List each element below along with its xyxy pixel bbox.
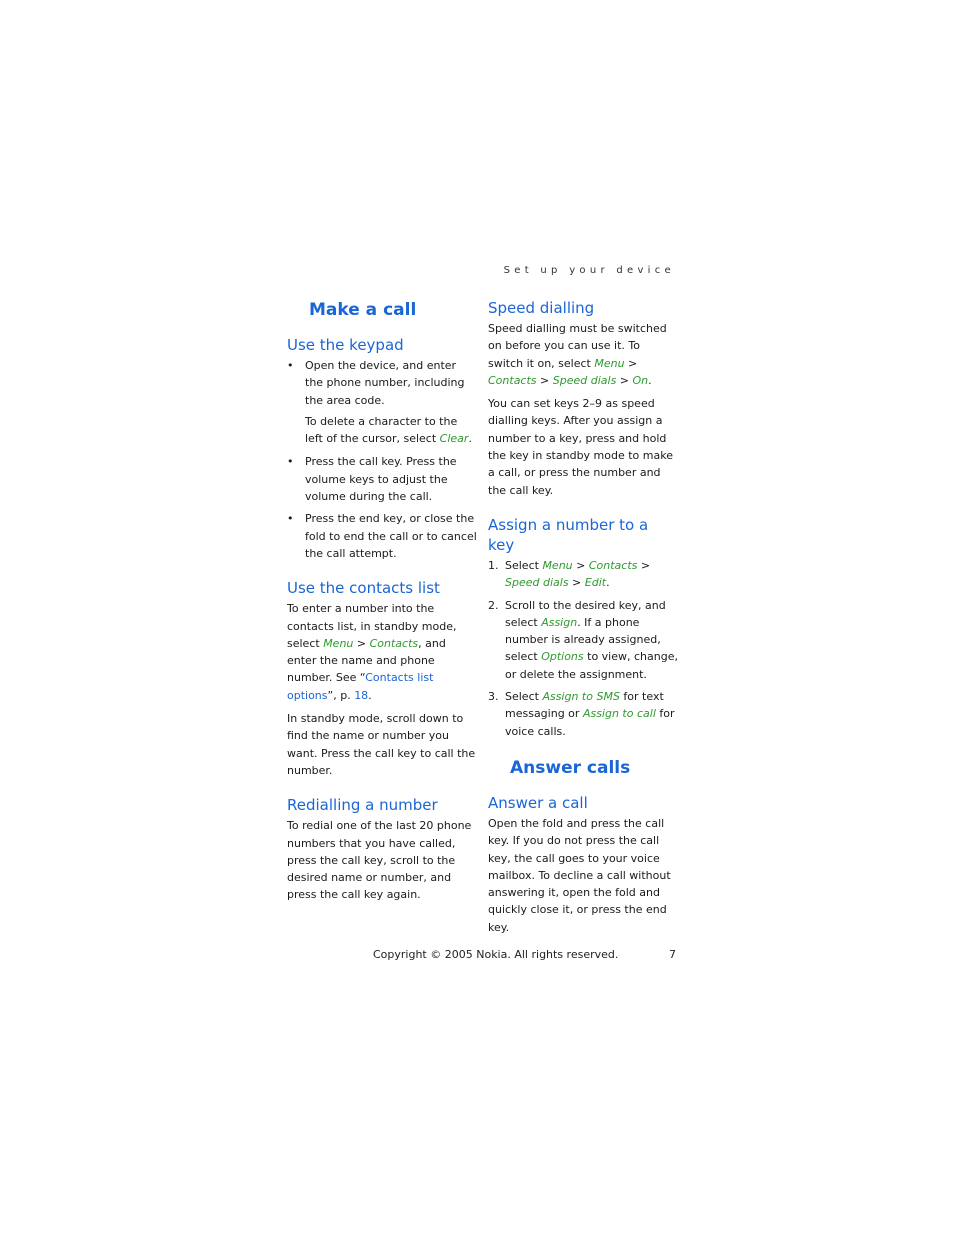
bullet-icon: •: [287, 455, 294, 469]
speed-paragraph-2: You can set keys 2–9 as speed dialling keys. After you assign a number to a key, press and hold the key in standby mode to make a call, or press the number and the call key.: [488, 397, 673, 497]
running-header: Set up your device: [503, 265, 675, 276]
section-title-answer-calls: Answer calls: [510, 757, 631, 778]
heading-assign-key: Assign a number to a key: [488, 515, 649, 554]
copyright-footer: Copyright © 2005 Nokia. All rights reserved.: [373, 948, 619, 961]
contacts-list-section: [287, 578, 477, 779]
assign-step-2: 2. Scroll to the desired key, and select Assign. If a phone number is already assigned, select Options to view, change, or delete the assignment.: [488, 598, 678, 681]
assign-step-1: 1. Select Menu > Contacts > Speed dials > Edit.: [488, 558, 651, 590]
page-number: 7: [669, 948, 676, 961]
bullet-icon: •: [287, 512, 294, 526]
link-page-18[interactable]: 18: [354, 688, 369, 702]
contacts-paragraph-1: To enter a number into the contacts list, in standby mode, select Menu > Contacts, and enter the name and phone number. See “Contacts list options”, p. 18.: [287, 602, 457, 702]
menu-term-assign-to-call: Assign to call: [582, 707, 656, 721]
menu-term-menu: Menu: [323, 636, 354, 650]
keypad-step-1-note: To delete a character to the left of the cursor, select Clear.: [305, 414, 472, 446]
speed-paragraph-1: Speed dialling must be switched on before you can use it. To switch it on, select Menu > Contacts > Speed dials > On.: [488, 322, 667, 387]
menu-term-options: Options: [541, 650, 584, 664]
link-contacts-list-options[interactable]: Contacts list options: [287, 671, 434, 702]
menu-term-assign-to-sms: Assign to SMS: [542, 690, 620, 704]
assign-key-section: [488, 515, 678, 740]
answer-call-section: [488, 793, 678, 936]
redial-section: [287, 795, 477, 903]
speed-dialling-section: [488, 298, 678, 499]
menu-term-speed-dials: Speed dials: [552, 373, 617, 387]
heading-contacts-list: Use the contacts list: [287, 579, 440, 598]
keypad-step-2: • Press the call key. Press the volume keys to adjust the volume during the call.: [287, 455, 457, 504]
menu-term-menu: Menu: [542, 558, 573, 572]
assign-steps: [488, 557, 678, 740]
use-keypad-section: [287, 335, 477, 562]
heading-answer-call: Answer a call: [488, 793, 588, 812]
heading-redialling: Redialling a number: [287, 796, 438, 815]
keypad-steps: [287, 357, 477, 562]
menu-term-assign: Assign: [541, 615, 578, 629]
section-title-make-a-call: Make a call: [309, 300, 417, 320]
menu-term-menu: Menu: [594, 356, 625, 370]
left-column: [287, 298, 477, 920]
menu-term-on: On: [632, 373, 649, 387]
right-column: [488, 298, 678, 952]
heading-speed-dialling: Speed dialling: [488, 299, 595, 317]
contacts-paragraph-2: In standby mode, scroll down to find the name or number you want. Press the call key to call the number.: [287, 712, 476, 777]
assign-step-3: 3. Select Assign to SMS for text messaging or Assign to call for voice calls.: [488, 690, 675, 738]
menu-term-contacts: Contacts: [488, 373, 537, 387]
menu-term-speed-dials: Speed dials: [505, 576, 569, 590]
answer-paragraph: Open the fold and press the call key. If you do not press the call key, the call goes to your voice mailbox. To decline a call without answering it, open the fold and quickly close it, or press the end key.: [488, 816, 671, 934]
heading-use-keypad: Use the keypad: [287, 336, 404, 354]
menu-term-contacts: Contacts: [588, 558, 638, 572]
menu-term-edit: Edit: [584, 576, 607, 590]
menu-term-clear: Clear: [439, 432, 469, 446]
keypad-step-3: • Press the end key, or close the fold to end the call or to cancel the call attempt.: [287, 512, 477, 560]
redial-paragraph: To redial one of the last 20 phone numbers that you have called, press the call key, scroll to the desired name or number, and press the call key again.: [287, 819, 472, 902]
bullet-icon: •: [287, 359, 294, 372]
keypad-step-1: • Open the device, and enter the phone number, including the area code. To delete a character to the left of the cursor, select Clear.: [287, 357, 477, 447]
menu-term-contacts: Contacts: [369, 636, 419, 650]
